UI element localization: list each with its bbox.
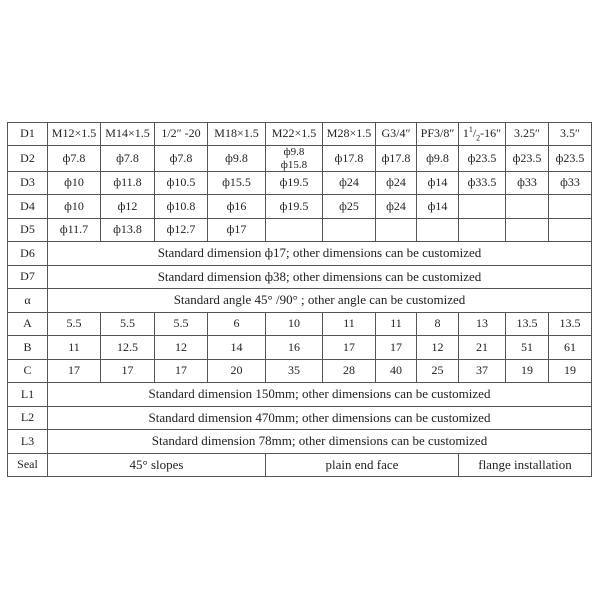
spec-table: [7, 122, 592, 477]
cell-b-9: 21: [459, 336, 506, 360]
row-label-l3: L3: [8, 430, 48, 454]
cell-d5-7: [376, 219, 417, 242]
cell-d1-11: 3.5″: [549, 123, 592, 146]
cell-a-2: 5.5: [101, 313, 155, 336]
row-d3: [8, 172, 592, 195]
seal-slopes: 45° slopes: [48, 454, 266, 477]
cell-c-1: 17: [48, 360, 101, 383]
cell-d3-4: ф15.5: [208, 172, 266, 195]
row-d7: [8, 266, 592, 289]
cell-c-7: 40: [376, 360, 417, 383]
cell-a-6: 11: [323, 313, 376, 336]
npt-denominator: 2: [476, 133, 481, 143]
cell-b-2: 12.5: [101, 336, 155, 360]
seal-flange-installation: flange installation: [459, 454, 592, 477]
row-label-seal: Seal: [8, 454, 48, 477]
cell-d5-9: [459, 219, 506, 242]
cell-d4-5: ф19.5: [266, 195, 323, 219]
cell-c-2: 17: [101, 360, 155, 383]
cell-c-11: 19: [549, 360, 592, 383]
cell-d2-3: ф7.8: [155, 146, 208, 172]
cell-b-6: 17: [323, 336, 376, 360]
row-b: [8, 336, 592, 360]
cell-c-4: 20: [208, 360, 266, 383]
cell-d4-1: ф10: [48, 195, 101, 219]
seal-plain-end-face: plain end face: [266, 454, 459, 477]
cell-a-1: 5.5: [48, 313, 101, 336]
cell-d2-8: ф9.8: [417, 146, 459, 172]
d2-m22-bottom: ф15.8: [280, 158, 308, 171]
cell-c-10: 19: [506, 360, 549, 383]
cell-b-11: 61: [549, 336, 592, 360]
cell-d3-3: ф10.5: [155, 172, 208, 195]
cell-d3-10: ф33: [506, 172, 549, 195]
cell-d1-6: M28×1.5: [323, 123, 376, 146]
row-label-d5: D5: [8, 219, 48, 242]
row-l1-text: Standard dimension 150mm; other dimensions can be customized: [48, 383, 592, 407]
cell-d2-9: ф23.5: [459, 146, 506, 172]
row-label-c: C: [8, 360, 48, 383]
cell-d2-7: ф17.8: [376, 146, 417, 172]
row-label-l1: L1: [8, 383, 48, 407]
cell-a-4: 6: [208, 313, 266, 336]
row-d5: [8, 219, 592, 242]
row-d4: [8, 195, 592, 219]
cell-d4-8: ф14: [417, 195, 459, 219]
cell-b-7: 17: [376, 336, 417, 360]
cell-d3-9: ф33.5: [459, 172, 506, 195]
cell-d5-11: [549, 219, 592, 242]
cell-d4-7: ф24: [376, 195, 417, 219]
cell-d5-2: ф13.8: [101, 219, 155, 242]
row-label-l2: L2: [8, 407, 48, 430]
row-label-d7: D7: [8, 266, 48, 289]
cell-d2-6: ф17.8: [323, 146, 376, 172]
row-l1: [8, 383, 592, 407]
row-label-alpha: α: [8, 289, 48, 313]
row-label-a: A: [8, 313, 48, 336]
cell-a-9: 13: [459, 313, 506, 336]
d2-m22-top: ф9.8: [283, 146, 305, 158]
cell-d5-1: ф11.7: [48, 219, 101, 242]
cell-d4-10: [506, 195, 549, 219]
cell-d4-6: ф25: [323, 195, 376, 219]
cell-d3-1: ф10: [48, 172, 101, 195]
cell-c-9: 37: [459, 360, 506, 383]
cell-d2-m22: [266, 146, 323, 172]
cell-d3-11: ф33: [549, 172, 592, 195]
cell-b-10: 51: [506, 336, 549, 360]
cell-d1-8: PF3/8″: [417, 123, 459, 146]
cell-b-1: 11: [48, 336, 101, 360]
row-l3: [8, 430, 592, 454]
cell-d4-2: ф12: [101, 195, 155, 219]
cell-d4-3: ф10.8: [155, 195, 208, 219]
row-label-b: B: [8, 336, 48, 360]
cell-d1-5: M22×1.5: [266, 123, 323, 146]
row-d6: [8, 242, 592, 266]
cell-d5-3: ф12.7: [155, 219, 208, 242]
row-a: [8, 313, 592, 336]
cell-c-8: 25: [417, 360, 459, 383]
row-alpha: [8, 289, 592, 313]
row-label-d2: D2: [8, 146, 48, 172]
row-l2: [8, 407, 592, 430]
spec-table-body: [8, 123, 592, 477]
npt-whole: 1: [462, 126, 469, 141]
cell-d1-1: M12×1.5: [48, 123, 101, 146]
cell-a-11: 13.5: [549, 313, 592, 336]
cell-d4-11: [549, 195, 592, 219]
cell-d2-1: ф7.8: [48, 146, 101, 172]
cell-d3-5: ф19.5: [266, 172, 323, 195]
cell-d2-4: ф9.8: [208, 146, 266, 172]
cell-d1-npt: $1^1/_2-16''$: [459, 123, 506, 146]
row-d6-text: Standard dimension ф17; other dimensions can be customized: [48, 242, 592, 266]
cell-b-3: 12: [155, 336, 208, 360]
row-l3-text: Standard dimension 78mm; other dimensions can be customized: [48, 430, 592, 454]
cell-d2-10: ф23.5: [506, 146, 549, 172]
cell-d3-2: ф11.8: [101, 172, 155, 195]
cell-d2-2: ф7.8: [101, 146, 155, 172]
row-seal: [8, 454, 592, 477]
npt-rest: -16″: [480, 126, 502, 141]
row-label-d6: D6: [8, 242, 48, 266]
row-label-d1: D1: [8, 123, 48, 146]
cell-d5-8: [417, 219, 459, 242]
row-c: [8, 360, 592, 383]
cell-d3-7: ф24: [376, 172, 417, 195]
cell-d1-4: M18×1.5: [208, 123, 266, 146]
cell-d1-10: 3.25″: [506, 123, 549, 146]
row-alpha-text: Standard angle 45° /90° ; other angle can be customized: [48, 289, 592, 313]
cell-d1-7: G3/4″: [376, 123, 417, 146]
cell-b-5: 16: [266, 336, 323, 360]
cell-d4-4: ф16: [208, 195, 266, 219]
cell-c-5: 35: [266, 360, 323, 383]
cell-d5-4: ф17: [208, 219, 266, 242]
cell-d4-9: [459, 195, 506, 219]
cell-d5-6: [323, 219, 376, 242]
row-label-d3: D3: [8, 172, 48, 195]
row-label-d4: D4: [8, 195, 48, 219]
cell-d3-6: ф24: [323, 172, 376, 195]
npt-numerator: 1: [468, 125, 473, 135]
cell-a-7: 11: [376, 313, 417, 336]
cell-c-3: 17: [155, 360, 208, 383]
cell-b-4: 14: [208, 336, 266, 360]
cell-d2-11: ф23.5: [549, 146, 592, 172]
row-d2: [8, 146, 592, 172]
cell-d1-2: M14×1.5: [101, 123, 155, 146]
cell-a-10: 13.5: [506, 313, 549, 336]
cell-b-8: 12: [417, 336, 459, 360]
cell-a-3: 5.5: [155, 313, 208, 336]
cell-c-6: 28: [323, 360, 376, 383]
row-d1: [8, 123, 592, 146]
cell-a-5: 10: [266, 313, 323, 336]
cell-d3-8: ф14: [417, 172, 459, 195]
row-l2-text: Standard dimension 470mm; other dimensions can be customized: [48, 407, 592, 430]
cell-d5-10: [506, 219, 549, 242]
cell-d1-3: 1/2″ -20: [155, 123, 208, 146]
cell-d5-5: [266, 219, 323, 242]
row-d7-text: Standard dimension ф38; other dimensions can be customized: [48, 266, 592, 289]
cell-a-8: 8: [417, 313, 459, 336]
